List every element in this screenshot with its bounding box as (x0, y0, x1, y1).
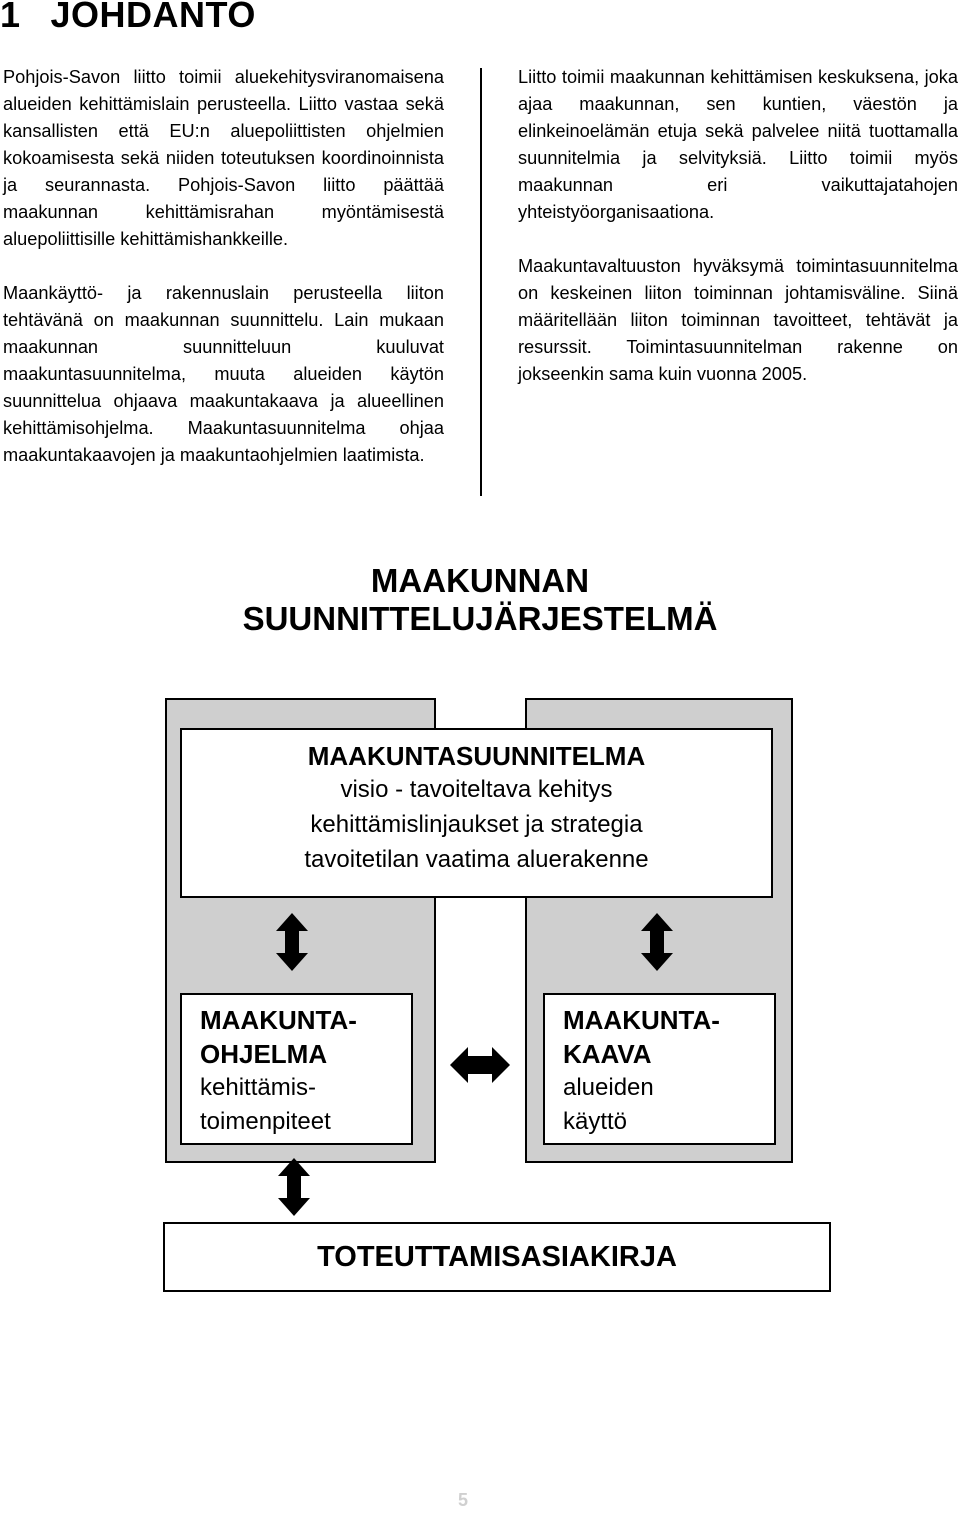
box-line: visio - tavoiteltava kehitys (340, 776, 613, 803)
double-arrow-vertical-icon (278, 1158, 310, 1216)
section-number: 1 (0, 0, 21, 35)
box-line: tavoitetilan vaatima aluerakenne (304, 846, 649, 873)
box-title: KAAVA (563, 1039, 652, 1069)
box-line: toimenpiteet (200, 1108, 331, 1135)
diagram-title-line: SUUNNITTELUJÄRJESTELMÄ (242, 600, 718, 637)
box-title: MAAKUNTA- (200, 1005, 357, 1035)
box-title: OHJELMA (200, 1039, 328, 1069)
diagram-title-line: MAAKUNNAN (370, 562, 590, 599)
section-heading (0, 0, 256, 36)
box-title: MAAKUNTA- (563, 1005, 720, 1035)
section-title: JOHDANTO (50, 0, 256, 35)
maakuntasuunnitelma-box (180, 728, 773, 898)
double-arrow-vertical-icon (641, 913, 673, 971)
column-divider (480, 68, 482, 496)
paragraph: Liitto toimii maakunnan kehittämisen keskuksena, joka ajaa maakunnan, sen kuntien, väestön ja elinkeinoelämän etuja sekä palvelee niitä tuottamalla suunnitelmia ja selvityksiä. Liitto toimii myös maakunnan eri vaikuttajatahojen yhteistyöorganisaationa. (518, 67, 958, 222)
box-title: TOTEUTTAMISASIAKIRJA (317, 1241, 677, 1273)
paragraph: Maakuntavaltuuston hyväksymä toimintasuunnitelma on keskeinen liiton toiminnan johtamisväline. Siinä määritellään liiton toiminnan tavoitteet, tehtävät ja resurssit. Toimintasuunnitelman rakenne on jokseenkin sama kuin vuonna 2005. (518, 256, 958, 384)
paragraph: Maankäyttö- ja rakennuslain perusteella liiton tehtävänä on maakunnan suunnittelu. Lain mukaan maakunnan suunnitteluun kuuluvat maakuntasuunnitelma, muuta alueiden käytön suunnittelua ohjaava maakuntakaava ja alueellinen kehittämisohjelma. Maakuntasuunnitelma ohjaa maakuntakaavojen ja maakuntaohjelmien laatimista. (3, 283, 444, 465)
paragraph: Pohjois-Savon liitto toimii aluekehitysviranomaisena alueiden kehittämislain perusteella. Liitto vastaa sekä kansallisten että EU:n aluepoliittisten ohjelmien kokoamisesta sekä niiden toteutuksen koordinoinnista ja seurannasta. Pohjois-Savon liitto päättää maakunnan kehittämisrahan myöntämisestä aluepoliittisille kehittämishankkeille. (3, 67, 444, 249)
right-column (518, 64, 958, 415)
box-line: kehittämislinjaukset ja strategia (310, 811, 643, 838)
box-title: MAAKUNTASUUNNITELMA (307, 741, 646, 771)
maakuntakaava-box (543, 993, 776, 1145)
box-line: käyttö (563, 1108, 628, 1135)
double-arrow-vertical-icon (276, 913, 308, 971)
double-arrow-horizontal-icon (450, 1047, 510, 1083)
page-number: 5 (458, 1490, 469, 1510)
box-line: kehittämis- (200, 1074, 317, 1101)
box-line: alueiden (563, 1074, 654, 1101)
toteuttamisasiakirja-box (163, 1222, 831, 1292)
diagram-title (180, 562, 780, 638)
maakuntaohjelma-box (180, 993, 413, 1145)
left-column (3, 64, 444, 496)
